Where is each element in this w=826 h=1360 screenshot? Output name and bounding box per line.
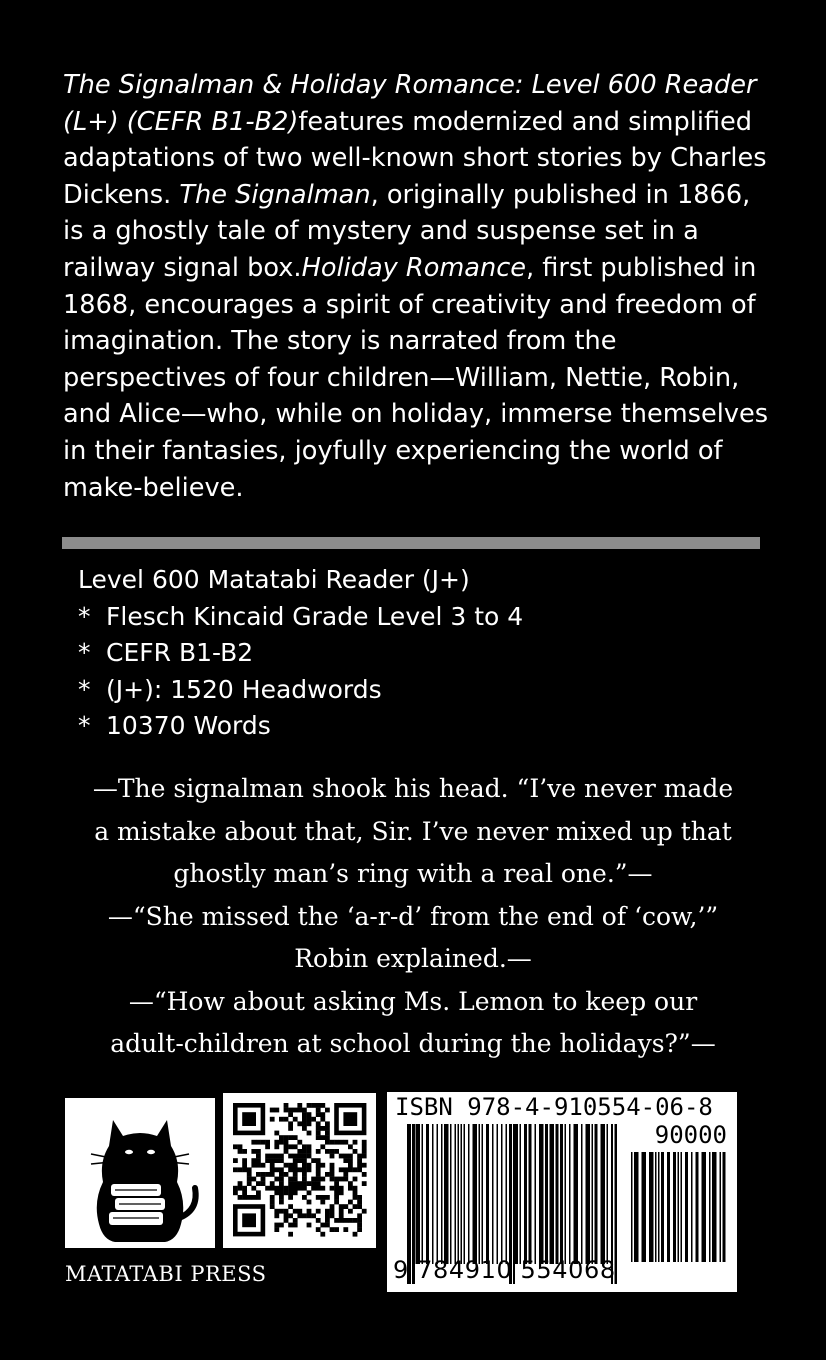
story-title-holiday-romance: Holiday Romance	[301, 252, 527, 283]
specs-heading: Level 600 Matatabi Reader (J+)	[78, 565, 470, 594]
specs-item-label: (J+): 1520 Headwords	[106, 674, 382, 704]
specs-item-label: Flesch Kincaid Grade Level 3 to 4	[106, 601, 524, 631]
quote-line: —“She missed the ‘a-r-d’ from the end of ‘cow,’”	[107, 901, 719, 931]
black-cat-with-books-icon	[65, 1098, 215, 1248]
reader-specs	[78, 562, 523, 745]
quote-line: adult-children at school during the holidays?”—	[110, 1029, 716, 1058]
specs-item	[78, 672, 523, 709]
price-addon-code: 90000	[654, 1121, 727, 1149]
blurb-text-1: features modernized and simplified adaptations of two well-known short stories by Charles Dickens.	[63, 106, 767, 210]
quote-line: —The signalman shook his head. “I’ve never made	[92, 774, 734, 803]
ean-number: 9 784910 554068	[393, 1256, 616, 1284]
blurb-text-3: , first published in 1868, encourages a spirit of creativity and freedom of imagination. The story is narrated from the perspectives of four children—William, Nettie, Robin, and Alice—who, while on holiday, immerse themselves in their fantasies, joyfully experiencing the world of make-believe.	[63, 252, 769, 503]
quote-line: —“How about asking Ms. Lemon to keep our	[128, 986, 698, 1016]
quote-line: Robin explained.—	[294, 944, 532, 973]
isbn-barcode	[387, 1092, 737, 1292]
story-title-signalman: The Signalman	[179, 179, 371, 210]
book-title: The Signalman & Holiday Romance: Level 600 Reader (L+) (CEFR B1-B2)	[63, 70, 757, 137]
blurb-text-2: , originally published in 1866, is a ghostly tale of mystery and suspense set in a railway signal box.	[63, 179, 751, 283]
bullet-star: *	[78, 601, 91, 631]
divider-rule	[62, 537, 760, 549]
qr-code[interactable]	[223, 1093, 376, 1248]
specs-item	[78, 635, 523, 672]
specs-item	[78, 599, 523, 636]
bullet-star: *	[78, 711, 91, 740]
specs-item	[78, 708, 523, 745]
bullet-star: *	[78, 638, 91, 667]
specs-item-label: 10370 Words	[106, 711, 271, 740]
publisher-name: MATATABI PRESS	[65, 1262, 267, 1286]
specs-item-label: CEFR B1-B2	[106, 638, 254, 667]
quote-line: a mistake about that, Sir. I’ve never mixed up that	[94, 816, 732, 846]
back-cover-blurb	[63, 67, 773, 506]
quote-line: ghostly man’s ring with a real one.”—	[173, 859, 653, 888]
publisher-logo	[65, 1098, 215, 1248]
isbn-number: ISBN 978-4-910554-06-8	[395, 1093, 713, 1121]
story-quotes	[40, 768, 786, 1066]
qr-code-icon	[223, 1093, 376, 1248]
bullet-star: *	[78, 674, 91, 704]
